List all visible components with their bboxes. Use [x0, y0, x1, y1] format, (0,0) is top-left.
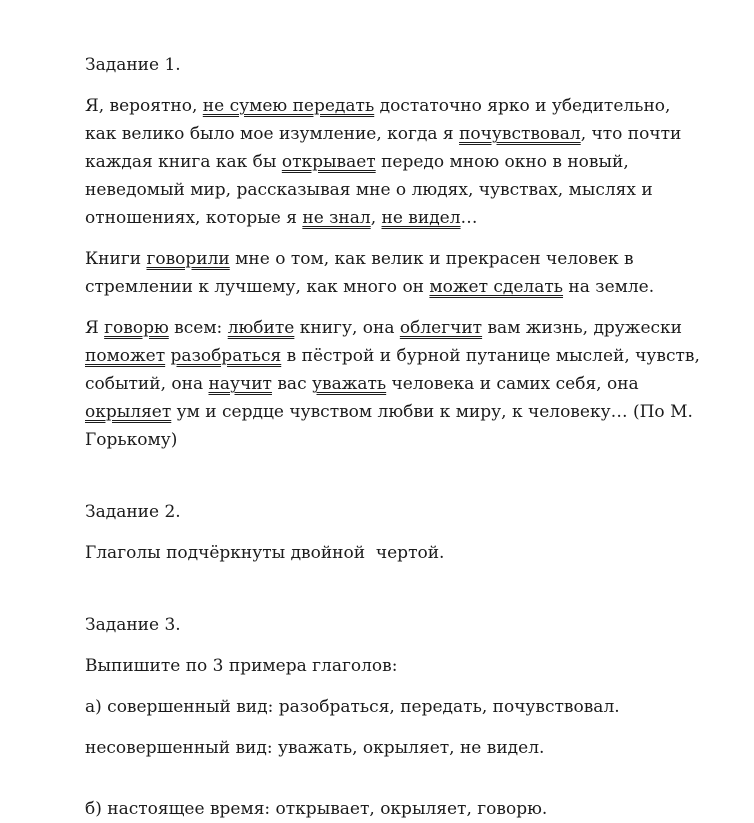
task-2-body: [85, 539, 714, 567]
text-run: …: [460, 208, 478, 228]
text-run: б) настоящее время: открывает, окрыляет, говорю.: [85, 799, 548, 819]
text-run: Я, вероятно,: [85, 96, 203, 116]
verb-double-underlined: любите: [227, 318, 295, 338]
paragraph: [85, 734, 705, 762]
text-run: книгу, она: [294, 318, 400, 338]
verb-double-underlined: не знал: [302, 208, 371, 228]
blank-line: [85, 775, 705, 795]
task-1-title: Задание 1.: [85, 55, 181, 75]
verb-double-underlined: может сделать: [429, 277, 564, 297]
task-3-title: Задание 3.: [85, 615, 181, 635]
verb-double-underlined: почувствовал: [459, 124, 581, 144]
text-run: передо мною окно в новый, неведомый мир, рассказывая мне о людях, чувствах, мыслях и отношениях, которые я: [85, 152, 659, 228]
text-run: а) совершенный вид: разобраться, передать, почувствовал.: [85, 697, 620, 717]
text-run: ум и сердце чувством любви к миру, к человеку… (По М. Горькому): [85, 402, 699, 450]
paragraph: [85, 693, 705, 721]
verb-double-underlined: говорю: [104, 318, 169, 338]
verb-double-underlined: поможет: [85, 346, 166, 366]
text-run: мне о том, как велик и прекрасен человек в стремлении к лучшему, как много он: [85, 249, 640, 297]
paragraph: [85, 539, 705, 567]
text-run: вас: [271, 374, 312, 394]
verb-double-underlined: не сумею передать: [202, 96, 375, 116]
paragraph: [85, 245, 705, 301]
text-run: в пёстрой и бурной путанице мыслей, чувств, событий, она: [85, 346, 706, 394]
text-run: несовершенный вид: уважать, окрыляет, не видел.: [85, 738, 545, 758]
paragraph: [85, 795, 705, 823]
verb-double-underlined: разобраться: [170, 346, 282, 366]
text-run: , что почти каждая книга как бы: [85, 124, 687, 172]
section-task-3: [85, 611, 714, 823]
text-run: человека и самих себя, она: [386, 374, 645, 394]
text-run: Выпишите по 3 примера глаголов:: [85, 656, 398, 676]
verb-double-underlined: облегчит: [399, 318, 483, 338]
verb-double-underlined: говорили: [146, 249, 230, 269]
verb-double-underlined: окрыляет: [85, 402, 172, 422]
paragraph: [85, 92, 705, 232]
paragraph: [85, 314, 705, 454]
section-task-2: [85, 498, 714, 567]
task-3-body: [85, 652, 714, 823]
text-run: Глаголы подчёркнуты двойной чертой.: [85, 543, 445, 563]
verb-double-underlined: научит: [208, 374, 272, 394]
verb-double-underlined: не видел: [381, 208, 461, 228]
verb-double-underlined: открывает: [281, 152, 376, 172]
text-run: вам жизнь, дружески: [482, 318, 688, 338]
text-run: достаточно ярко и убедительно, как велико было мое изумление, когда я: [85, 96, 676, 144]
text-run: Я: [85, 318, 105, 338]
verb-double-underlined: уважать: [312, 374, 387, 394]
text-run: на земле.: [563, 277, 655, 297]
text-run: Книги: [85, 249, 147, 269]
text-run: ,: [370, 208, 382, 228]
text-run: всем:: [168, 318, 228, 338]
section-task-1: [85, 51, 714, 454]
paragraph: [85, 652, 705, 680]
task-1-body: [85, 92, 714, 454]
task-2-title: Задание 2.: [85, 502, 181, 522]
